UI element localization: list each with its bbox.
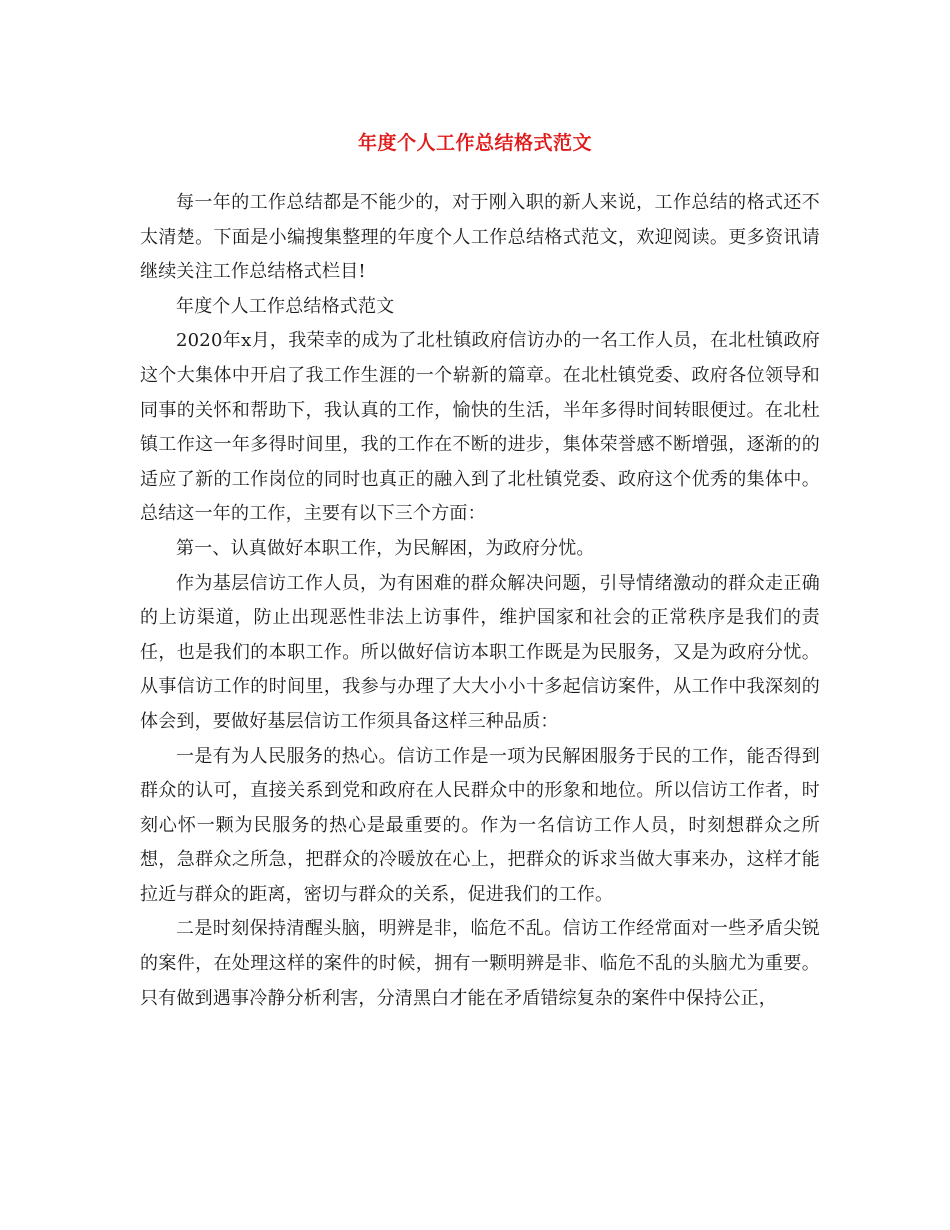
paragraph-quality-one: 一是有为人民服务的热心。信访工作是一项为民解困服务于民的工作，能否得到群众的认可，直接关系到党和政府在人民群众中的形象和地位。所以信访工作者，时刻心怀一颗为民服务的热心是最重要的。作为一名信访工作人员，时刻想群众之所想，急群众之所急，把群众的冷暖放在心上，把群众的诉求当做大事来办，这样才能拉近与群众的距离，密切与群众的关系，促进我们的工作。 bbox=[140, 745, 820, 905]
paragraph-subtitle: 年度个人工作总结格式范文 bbox=[176, 295, 395, 317]
paragraph-overview: 2020年x月，我荣幸的成为了北杜镇政府信访办的一名工作人员，在北杜镇政府这个大集体中开启了我工作生涯的一个崭新的篇章。在北杜镇党委、政府各位领导和同事的关怀和帮助下，我认真的工作，愉快的生活，半年多得时间转眼便过。在北杜镇工作这一年多得时间里，我的工作在不断的进步，集体荣誉感不断增强，逐渐的的适应了新的工作岗位的同时也真正的融入到了北杜镇党委、政府这个优秀的集体中。总结这一年的工作，主要有以下三个方面： bbox=[140, 330, 820, 525]
paragraph-section-one-heading: 第一、认真做好本职工作，为民解困，为政府分忧。 bbox=[176, 537, 595, 559]
paragraph-quality-two: 二是时刻保持清醒头脑，明辨是非，临危不乱。信访工作经常面对一些矛盾尖锐的案件，在处理这样的案件的时候，拥有一颗明辨是非、临危不乱的头脑尤为重要。只有做到遇事冷静分析利害，分清黑白才能在矛盾错综复杂的案件中保持公正， bbox=[140, 918, 820, 1009]
paragraph-intro: 每一年的工作总结都是不能少的，对于刚入职的新人来说，工作总结的格式还不太清楚。下面是小编搜集整理的年度个人工作总结格式范文，欢迎阅读。更多资讯请继续关注工作总结格式栏目! bbox=[140, 192, 820, 283]
document-body bbox=[140, 186, 820, 1016]
document-title: 年度个人工作总结格式范文 bbox=[357, 132, 592, 154]
paragraph-section-one-body: 作为基层信访工作人员，为有困难的群众解决问题，引导情绪激动的群众走正确的上访渠道，防止出现恶性非法上访事件，维护国家和社会的正常秩序是我们的责任，也是我们的本职工作。所以做好信访本职工作既是为民服务，又是为政府分忧。从事信访工作的时间里，我参与办理了大大小小十多起信访案件，从工作中我深刻的体会到，要做好基层信访工作须具备这样三种品质： bbox=[140, 572, 820, 732]
